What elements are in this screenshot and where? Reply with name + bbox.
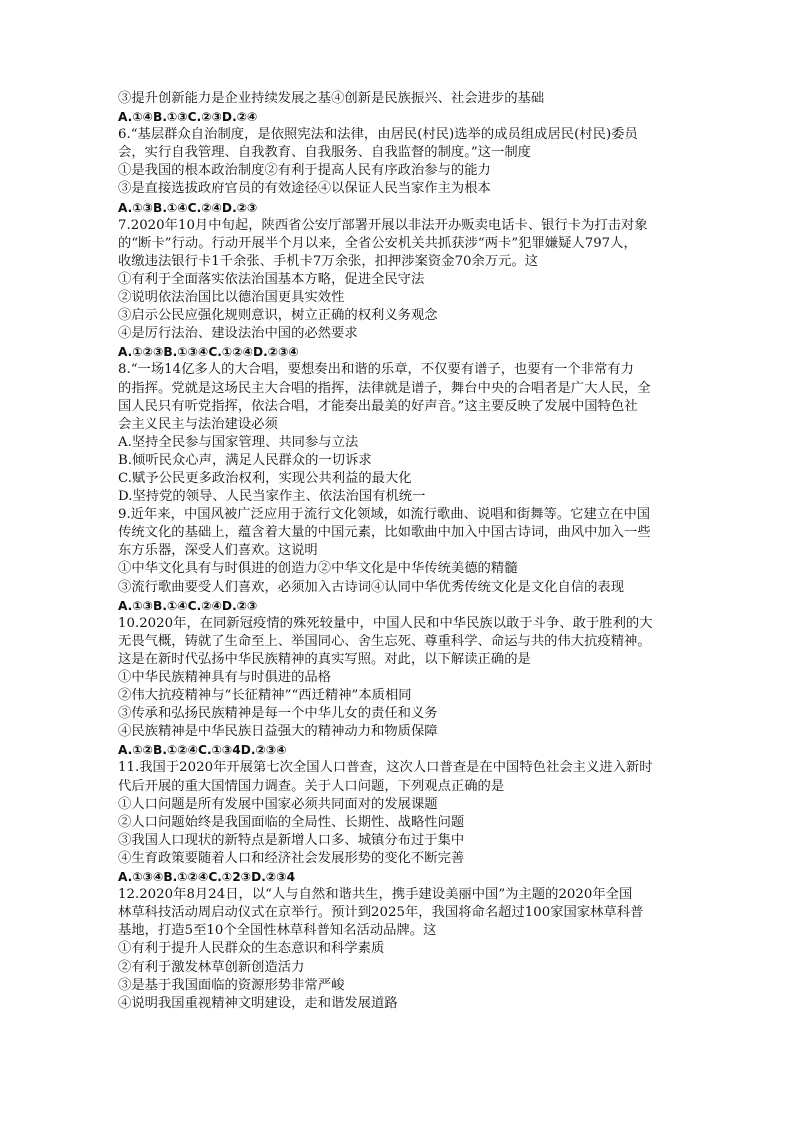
question-line: 6.“基层群众自治制度，是依照宪法和法律，由居民(村民)选举的成员组成居民(村民)委员 [118,127,638,143]
text-line: ④民族精神是中华民族日益强大的精神动力和物质保障 [118,724,438,740]
text-line: ②说明依法治国比以德治国更具实效性 [118,290,345,306]
text-line: 代后开展的重大国情国力调查。关于人口问题，下列观点正确的是 [118,778,505,794]
text-line: 无畏气概，铸就了生命至上、举国同心、舍生忘死、尊重科学、命运与共的伟大抗疫精神。 [118,633,651,649]
exam-page [118,90,678,1013]
text-line: D.坚持党的领导、人民当家作主、依法治国有机统一 [118,489,426,505]
text-line: ④生育政策要随着人口和经济社会发展形势的变化不断完善 [118,850,465,866]
text-line: 基地，打造5至10个全国性林草科普知名活动品牌。这 [118,923,437,939]
text-line: ①中华文化具有与时俱进的创造力②中华文化是中华传统美德的精髓 [118,561,518,577]
text-line: 的指挥。党就是这场民主大合唱的指挥，法律就是谱子，舞台中央的合唱者是广大人民，全 [118,380,651,396]
question-line: 9.近年来，中国风被广泛应用于流行文化领域，如流行歌曲、说唱和街舞等。它建立在中国 [118,507,651,523]
text-line: B.倾听民众心声，满足人民群众的一切诉求 [118,452,372,468]
text-line: ③是基于我国面临的资源形势非常严峻 [118,977,345,993]
text-line: ②伟大抗疫精神与“长征精神”“西迁精神”本质相同 [118,688,412,704]
text-line: ④说明我国重视精神文明建设，走和谐发展道路 [118,995,398,1011]
text-line: ①有利于全面落实依法治国基本方略，促进全民守法 [118,271,425,287]
question-line: 8.“一场14亿多人的大合唱，要想奏出和谐的乐章，不仅要有谱子，也要有一个非常有力 [118,362,634,378]
text-line: ③流行歌曲要受人们喜欢，必须加入古诗词④认同中华优秀传统文化是文化自信的表现 [118,579,625,595]
text-line: ①中华民族精神具有与时俱进的品格 [118,670,332,685]
text-line: 传统文化的基础上，蕴含着大量的中国元素，比如歌曲中加入中国古诗词，曲风中加入一些 [118,525,651,541]
text-line: C.赋予公民更多政治权利，实现公共利益的最大化 [118,470,412,486]
text-line: 国人民只有听党指挥，依法合唱，才能奏出最美的好声音。”这主要反映了发展中国特色社 [118,398,638,414]
answer-options-line: A.①④B.①③C.②③D.②④ [118,110,258,125]
text-line: ②人口问题始终是我国面临的全局性、长期性、战略性问题 [118,814,465,830]
answer-options-line: A.①②B.①②④C.①③4D.②③④ [118,743,287,758]
text-line: ③传承和弘扬民族精神是每一个中华儿女的责任和义务 [118,706,438,722]
text-line: 林草科技活动周启动仪式在京举行。预计到2025年，我国将命名超过100家国家林草科普 [118,905,644,921]
text-line: ③提升创新能力是企业持续发展之基④创新是民族振兴、社会进步的基础 [118,91,545,106]
question-line: 10.2020年，在同新冠疫情的殊死较量中，中国人民和中华民族以敢于斗争、敢于胜利的大 [118,615,653,631]
text-line: 会，实行自我管理、自我教育、自我服务、自我监督的制度。”这一制度 [118,145,531,161]
text-line: ③启示公民应强化规则意识，树立正确的权利义务观念 [118,308,438,324]
text-line: 收缴违法银行卡1千余张、手机卡7万余张，扣押涉案资金70余万元。这 [118,253,539,269]
text-line: 东方乐器，深受人们喜欢。这说明 [118,543,318,559]
text-line: ②有利于激发林草创新创造活力 [118,959,305,975]
answer-options-line: A.①③B.①④C.②④D.②③ [118,598,258,613]
text-line: 会主义民主与法治建设必须 [118,416,278,432]
question-line: 11.我国于2020年开展第七次全国人口普查，这次人口普查是在中国特色社会主义进入新时 [118,760,653,776]
text-line: 这是在新时代弘扬中华民族精神的真实写照。对此，以下解读正确的是 [118,651,531,667]
text-line: 的“断卡”行动。行动开展半个月以来，全省公安机关共抓获涉“两卡”犯罪嫌疑人797人， [118,235,637,251]
text-line: ①人口问题是所有发展中国家必须共同面对的发展课题 [118,796,438,812]
text-line: ③我国人口现状的新特点是新增人口多、城镇分布过于集中 [118,832,465,848]
text-line: ①有利于提升人民群众的生态意识和科学素质 [118,941,385,957]
text-line: A.坚持全民参与国家管理、共同参与立法 [118,434,359,450]
answer-options-line: A.①②③B.①③④C.①②④D.②③④ [118,345,299,360]
text-line: ④是厉行法治、建设法治中国的必然要求 [118,326,358,342]
text-line: ①是我国的根本政治制度②有利于提高人民有序政治参与的能力 [118,163,491,179]
text-line: ③是直接选拔政府官员的有效途径④以保证人民当家作主为根本 [118,181,491,197]
question-line: 7.2020年10月中旬起，陕西省公安厅部署开展以非法开办贩卖电话卡、银行卡为打击对象 [118,217,648,233]
answer-options-line: A.①③B.①④C.②④D.②③ [118,200,258,215]
question-line: 12.2020年8月24日，以“人与自然和谐共生，携手建设美丽中国”为主题的2020年全国 [118,887,633,903]
answer-options-line: A.①③④B.①②④C.①2③D.②③4 [118,870,296,885]
